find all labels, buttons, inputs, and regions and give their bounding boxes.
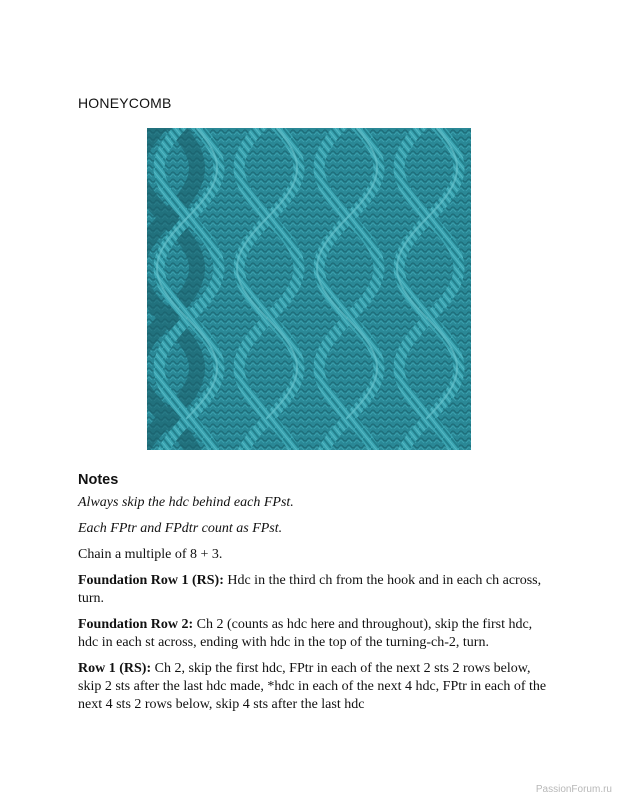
- row-text: Ch 2, skip the first hdc, FPtr in each of the next 2 sts 2 rows below, skip 2 sts after the last hdc made, *hdc in each of the next 4 hdc, FPtr in each of the next 4 sts 2 rows below, skip 4 sts after the last hdc: [78, 661, 547, 712]
- row-instruction: [78, 660, 548, 714]
- row-label: Row 1 (RS):: [78, 661, 152, 676]
- notes-heading: Notes: [78, 472, 119, 488]
- pattern-title: HONEYCOMB: [78, 95, 172, 111]
- site-watermark: PassionForum.ru: [535, 784, 612, 795]
- row-text: Ch 2 (counts as hdc here and throughout), skip the first hdc, hdc in each st across, ending with hdc in the top of the turning-ch-2, turn.: [78, 617, 533, 650]
- row-text: Hdc in the third ch from the hook and in each ch across, turn.: [78, 573, 542, 606]
- row-label: Foundation Row 2:: [78, 617, 194, 632]
- crochet-swatch-image: [147, 128, 471, 450]
- row-instruction: [78, 616, 548, 652]
- pattern-instructions: [78, 494, 548, 722]
- note-line: Chain a multiple of 8 + 3.: [78, 547, 223, 562]
- row-label: Foundation Row 1 (RS):: [78, 573, 224, 588]
- note-line: Always skip the hdc behind each FPst.: [78, 495, 294, 510]
- row-instruction: [78, 572, 548, 608]
- note-line: Each FPtr and FPdtr count as FPst.: [78, 521, 283, 536]
